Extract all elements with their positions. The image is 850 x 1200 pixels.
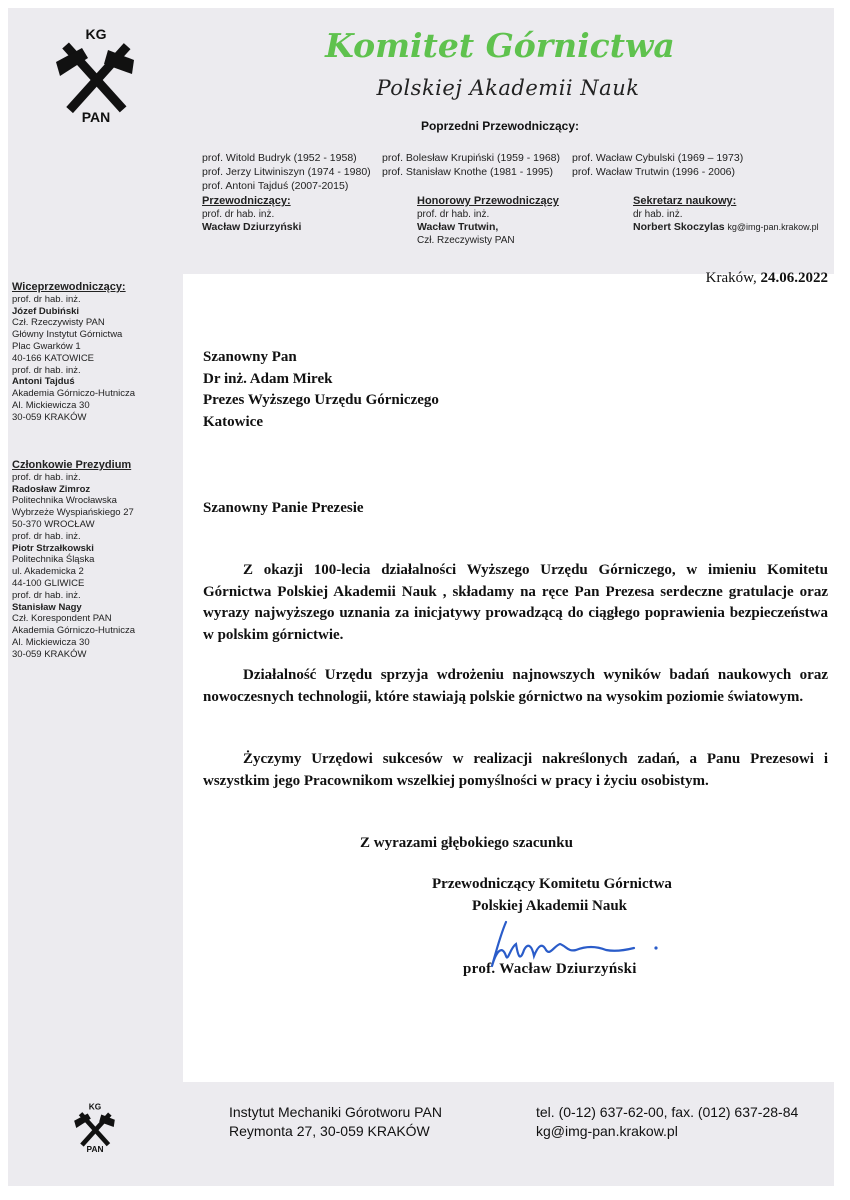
former-chairs-column-1 bbox=[202, 151, 371, 193]
signatory-org: Polskiej Akademii Nauk bbox=[472, 898, 628, 914]
footer-mining-logo-icon bbox=[70, 1100, 120, 1154]
member-line: Czł. Korespondent PAN bbox=[12, 613, 112, 625]
member-name: Józef Dubiński bbox=[12, 305, 80, 317]
member-name: Stanisław Nagy bbox=[12, 601, 82, 613]
date-place: Kraków, bbox=[705, 270, 761, 286]
officer-name: Norbert Skoczylas bbox=[633, 221, 725, 233]
officer-name: Wacław Dziurzyński bbox=[202, 221, 302, 233]
former-chairs-column-2 bbox=[382, 151, 560, 179]
sidebar-vice-chairs bbox=[12, 282, 135, 424]
footer-logo-top-text: KG bbox=[88, 1101, 102, 1112]
officer-chair bbox=[202, 195, 301, 234]
member-name: Antoni Tajduś bbox=[12, 376, 75, 388]
member-line: Akademia Górniczo-Hutnicza bbox=[12, 388, 136, 400]
officer-degree: prof. dr hab. inż. bbox=[202, 209, 275, 220]
former-chairs-column-3 bbox=[572, 151, 743, 179]
member-line: Politechnika Śląska bbox=[12, 554, 95, 566]
recipient-line: Dr inż. Adam Mirek bbox=[203, 370, 333, 387]
member-line: Czł. Rzeczywisty PAN bbox=[12, 317, 105, 329]
org-title: Komitet Górnictwa bbox=[325, 26, 675, 65]
recipient-line: Prezes Wyższego Urzędu Górniczego bbox=[203, 392, 439, 408]
member-line: ul. Akademicka 2 bbox=[12, 566, 84, 578]
member-line: 44-100 GLIWICE bbox=[12, 577, 85, 589]
member-line: 30-059 KRAKÓW bbox=[12, 411, 87, 423]
member-line: 50-370 WROCŁAW bbox=[12, 518, 95, 530]
officer-email: kg@img-pan.krakow.pl bbox=[727, 222, 819, 232]
former-chair: prof. Wacław Cybulski (1969 – 1973) bbox=[572, 152, 744, 164]
member-degree: prof. dr hab. inż. bbox=[12, 293, 81, 305]
closing: Z wyrazami głębokiego szacunku bbox=[360, 835, 573, 851]
officer-degree: dr hab. inż. bbox=[633, 209, 683, 220]
footer-address: Reymonta 27, 30-059 KRAKÓW bbox=[229, 1123, 430, 1139]
signatory-name: prof. Wacław Dziurzyński bbox=[463, 961, 637, 977]
date-value: 24.06.2022 bbox=[760, 270, 828, 286]
officer-title: Honorowy Przewodniczący bbox=[417, 195, 559, 207]
member-line: 30-059 KRAKÓW bbox=[12, 648, 87, 660]
member-name: Piotr Strzałkowski bbox=[12, 542, 94, 554]
officer-degree: prof. dr hab. inż. bbox=[417, 209, 490, 220]
logo-bottom-text: PAN bbox=[81, 109, 111, 124]
signatory-title: Przewodniczący Komitetu Górnictwa bbox=[432, 876, 672, 892]
member-line: Al. Mickiewicza 30 bbox=[12, 636, 90, 648]
greeting: Szanowny Panie Prezesie bbox=[203, 500, 364, 516]
former-chairs-title: Poprzedni Przewodniczący: bbox=[420, 119, 580, 133]
sidebar-presidium bbox=[12, 460, 135, 661]
member-degree: prof. dr hab. inż. bbox=[12, 364, 81, 376]
sidebar-section-title: Członkowie Prezydium bbox=[12, 459, 132, 471]
letter-date bbox=[600, 270, 828, 287]
member-degree: prof. dr hab. inż. bbox=[12, 471, 81, 483]
footer-institute-name: Instytut Mechaniki Górotworu PAN bbox=[229, 1104, 442, 1120]
letter-paragraph: Z okazji 100-lecia działalności Wyższego Urzędu Górniczego, w imieniu Komitetu Górnictwa Polskiej Akademii Nauk , składamy na ręce Pan Prezesa serdeczne gratulacje oraz wyrazy najwyższego uznania za inicjatywy prowadzącą do ciągłego poprawienia bezpieczeństwa w polskim górnictwie. bbox=[203, 562, 828, 643]
officer-title: Przewodniczący: bbox=[202, 195, 291, 207]
officer-extra: Czł. Rzeczywisty PAN bbox=[417, 235, 515, 246]
member-line: Al. Mickiewicza 30 bbox=[12, 399, 90, 411]
sidebar-section-title: Wiceprzewodniczący: bbox=[12, 281, 126, 293]
letter-paragraph: Działalność Urzędu sprzyja wdrożeniu najnowszych wyników badań naukowych oraz nowoczesnych technologii, które stawiają polskie górnictwo na wysokim poziomie światowym. bbox=[203, 667, 828, 705]
member-line: Akademia Górniczo-Hutnicza bbox=[12, 625, 136, 637]
former-chair: prof. Witold Budryk (1952 - 1958) bbox=[202, 152, 357, 164]
footer-institute bbox=[229, 1103, 442, 1141]
footer-phone: tel. (0-12) 637-62-00, fax. (012) 637-28-84 bbox=[536, 1104, 799, 1120]
footer-email: kg@img-pan.krakow.pl bbox=[536, 1123, 678, 1139]
recipient-line: Katowice bbox=[203, 413, 263, 430]
former-chair: prof. Stanisław Knothe (1981 - 1995) bbox=[382, 166, 554, 178]
officer-title: Sekretarz naukowy: bbox=[633, 195, 737, 207]
former-chair: prof. Bolesław Krupiński (1959 - 1968) bbox=[382, 152, 561, 164]
former-chair: prof. Jerzy Litwiniszyn (1974 - 1980) bbox=[202, 166, 371, 178]
member-line: Plac Gwarków 1 bbox=[12, 340, 81, 352]
officer-secretary bbox=[633, 195, 819, 234]
org-subtitle: Polskiej Akademii Nauk bbox=[376, 76, 640, 100]
member-degree: prof. dr hab. inż. bbox=[12, 530, 81, 542]
former-chair: prof. Wacław Trutwin (1996 - 2006) bbox=[572, 166, 736, 178]
member-line: Główny Instytut Górnictwa bbox=[12, 329, 123, 341]
member-line: Wybrzeże Wyspiańskiego 27 bbox=[12, 507, 134, 519]
letter-paragraph: Życzymy Urzędowi sukcesów w realizacji nakreślonych zadań, a Panu Prezesowi i wszystkim jego Pracownikom wszelkiej pomyślności w pracy i życiu osobistym. bbox=[203, 751, 828, 789]
logo-top-text: KG bbox=[85, 26, 107, 42]
officer-name: Wacław Trutwin, bbox=[417, 221, 499, 233]
member-line: 40-166 KATOWICE bbox=[12, 352, 95, 364]
officer-honorary-chair bbox=[417, 195, 559, 247]
member-line: Politechnika Wrocławska bbox=[12, 495, 117, 507]
former-chair: prof. Antoni Tajduś (2007-2015) bbox=[202, 180, 349, 192]
recipient-block bbox=[203, 347, 439, 433]
footer-logo-bottom-text: PAN bbox=[86, 1144, 104, 1154]
mining-logo-icon bbox=[48, 24, 144, 124]
recipient-line: Szanowny Pan bbox=[203, 349, 297, 365]
member-name: Radosław Zimroz bbox=[12, 483, 91, 495]
member-degree: prof. dr hab. inż. bbox=[12, 589, 81, 601]
footer-contact bbox=[536, 1103, 798, 1141]
